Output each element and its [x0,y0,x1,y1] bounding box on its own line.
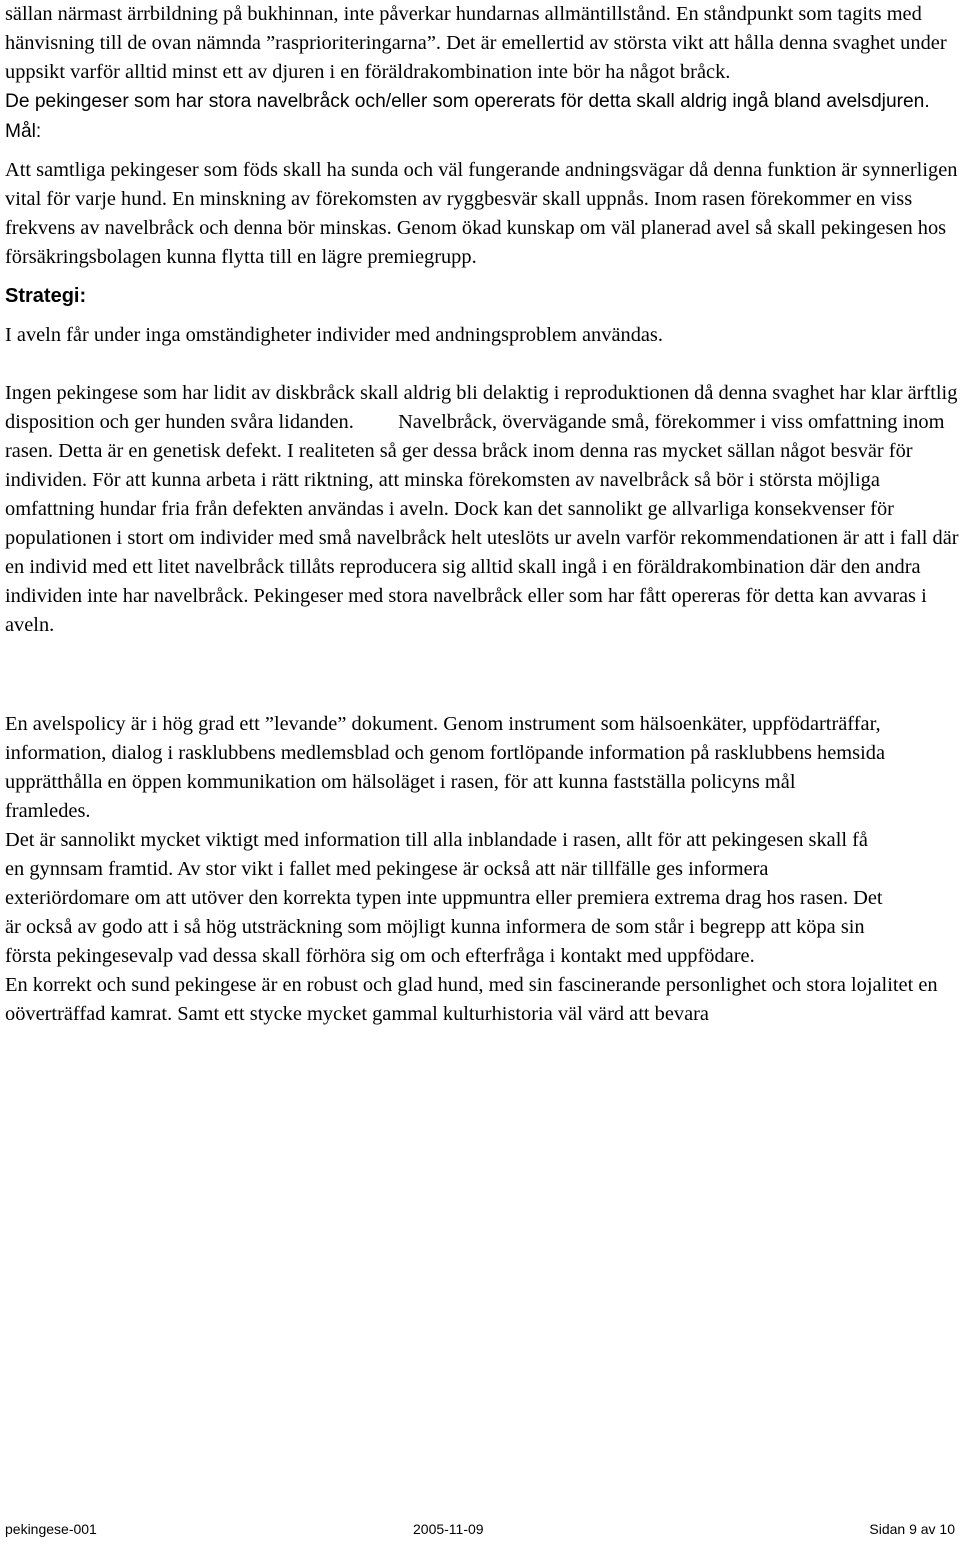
spacer [5,272,960,282]
heading-goal: Mål: [5,120,42,142]
footer-document-id: pekingese-001 [5,1521,97,1537]
paragraph-goal: Att samtliga pekingeser som föds skall ha sunda och väl fungerande andningsvägar då denna funktion är synnerligen vital för varje hund. En minskning av förekomsten av ryggbesvär skall uppnås. Inom rasen förekommer en viss frekvens av navelbråck och denna bör minskas. Genom ökad kunskap om väl planerad avel så skall pekingesen hos försäkringsbolagen kunna flytta till en lägre premiegrupp. [5,159,958,268]
spacer [5,311,960,321]
spacer [5,350,960,379]
spacer [5,146,960,156]
paragraph-intro: sällan närmast ärrbildning på bukhinnan, inte påverkar hundarnas allmäntillstånd. En ståndpunkt som tagits med hänvisning till de ovan nämnda ”rasprioriteringarna”. Det är emellertid av största vikt att hålla denna svaghet under uppsikt varför alltid minst ett av djuren i en föräldrakombination inte bör ha något bråck. [5,3,947,83]
spacer [5,640,960,710]
text-disc-hernia: Ingen pekingese som har lidit av diskbråck skall aldrig bli delaktig i reproduktionen då denna svaghet har klar ärftlig disposition och ger hunden svåra lidanden. [5,382,958,433]
heading-strategy: Strategi: [5,285,87,307]
text-judges: Av stor vikt i fallet med pekingese är också att när tillfälle ges informera exteriördomare om att utöver den korrekta typen inte uppmuntra eller premiera extrema drag hos rasen. Det är också av godo att i så hög utsträckning som möjligt kunna informera de som står i begrepp att köpa sin första pekingesevalp vad dessa skall förhöra sig om och efterfråga i kontakt med uppfödare. [5,858,883,967]
text-information: Det är sannolikt mycket viktigt med information till alla inblandade i rasen, allt för att pekingesen skall få en gynnsam framtid. [5,829,868,880]
text-umbilical-hernia: Navelbråck, övervägande små, förekommer i viss omfattning inom rasen. Detta är en genetisk defekt. I realiteten så ger dessa bråck inom denna ras mycket sällan något besvär för individen. För att kunna arbeta i rätt riktning, att minska förekomsten av navelbråck så bör i största möjliga omfattning hundar fria från defekten användas i aveln. Dock kan det sannolikt ge allvarliga konsekvenser för populationen i stort om individer med små navelbråck helt uteslöts ur aveln varför rekommendationen är att i fall där en individ med ett litet navelbråck tillåts reproducera sig alltid skall ingå i en föräldrakombination där den andra individen inte har navelbråck. Pekingeser med stora navelbråck eller som har fått opereras för detta kan avvaras i aveln. [5,411,959,636]
footer-date: 2005-11-09 [413,1521,484,1537]
document-body [5,0,960,1029]
paragraph-conclusion: En korrekt och sund pekingese är en robust och glad hund, med sin fascinerande personlighet och stora lojalitet en oöverträffad kamrat. Samt ett stycke mycket gammal kulturhistoria väl värd att bevara [5,974,938,1025]
paragraph-information [5,826,885,971]
paragraph-disc-hernia [5,379,960,640]
paragraph-breathing: I aveln får under inga omständigheter individer med andningsproblem användas. [5,324,663,346]
footer-page-number: Sidan 9 av 10 [869,1521,955,1537]
paragraph-policy: En avelspolicy är i hög grad ett ”levande” dokument. Genom instrument som hälsoenkäter, uppfödarträffar, information, dialog i rasklubbens medlemsblad och genom fortlöpande information på rasklubbens hemsida upprätthålla en öppen kommunikation om hälsoläget i rasen, för att kunna fastställa policyns mål framledes. [5,713,885,822]
paragraph-hernia-exclusion: De pekingeser som har stora navelbråck och/eller som opererats för detta skall aldrig ingå bland avelsdjuren. [5,91,930,112]
